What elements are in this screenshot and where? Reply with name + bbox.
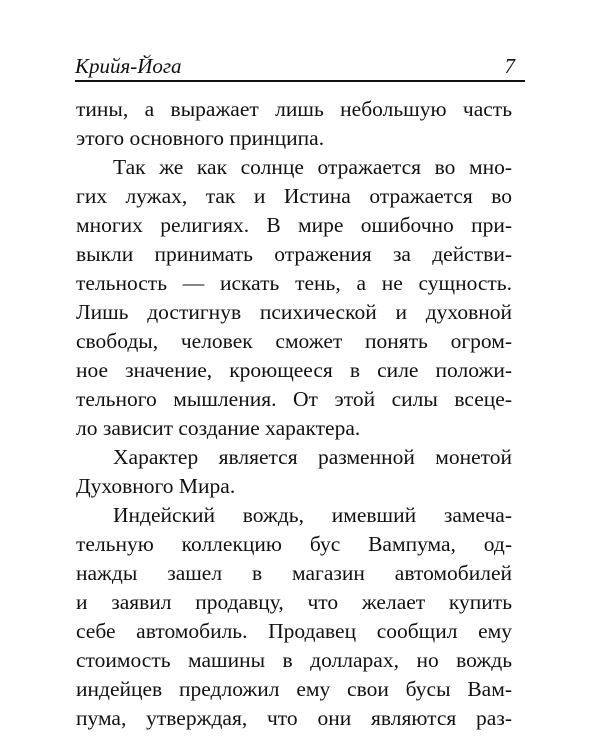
- text-line: ное значение, кроющееся в силе положи-: [76, 358, 512, 382]
- text-line: себе автомобиль. Продавец сообщил ему: [76, 619, 512, 643]
- text-line: свободы, человек сможет понять огром-: [76, 329, 512, 353]
- text-line: стоимость машины в долларах, но вождь: [76, 648, 512, 672]
- text-line: пума, утверждая, что они являются раз-: [76, 706, 512, 730]
- header-rule: [75, 80, 525, 82]
- text-line: тины, а выражает лишь небольшую часть: [76, 97, 512, 121]
- text-line: тельность — искать тень, а не сущность.: [76, 271, 512, 295]
- text-line: выкли принимать отражения за действи-: [76, 242, 512, 266]
- text-line: многих религиях. В мире ошибочно при-: [76, 213, 512, 237]
- text-line: ло зависит создание характера.: [76, 416, 361, 440]
- text-line: этого основного принципа.: [76, 126, 325, 150]
- page-number: 7: [504, 54, 515, 78]
- text-line: Духовного Мира.: [76, 474, 236, 498]
- text-line: Характер является разменной монетой: [113, 445, 512, 469]
- text-line: нажды зашел в магазин автомобилей: [76, 561, 512, 585]
- body-text: [76, 95, 512, 733]
- text-line: индейцев предложил ему свои бусы Вам-: [76, 677, 512, 701]
- text-line: гих лужах, так и Истина отражается во: [76, 184, 512, 208]
- text-line: тельного мышления. От этой силы всеце-: [76, 387, 512, 411]
- running-header: [75, 54, 525, 80]
- text-line: Лишь достигнув психической и духовной: [76, 300, 512, 324]
- text-line: Так же как солнце отражается во мно-: [113, 155, 512, 179]
- running-title: Крийя-Йога: [75, 54, 182, 78]
- text-line: тельную коллекцию бус Вампума, од-: [76, 532, 512, 556]
- text-line: и заявил продавцу, что желает купить: [76, 590, 512, 614]
- text-line: Индейский вождь, имевший замеча-: [113, 503, 512, 527]
